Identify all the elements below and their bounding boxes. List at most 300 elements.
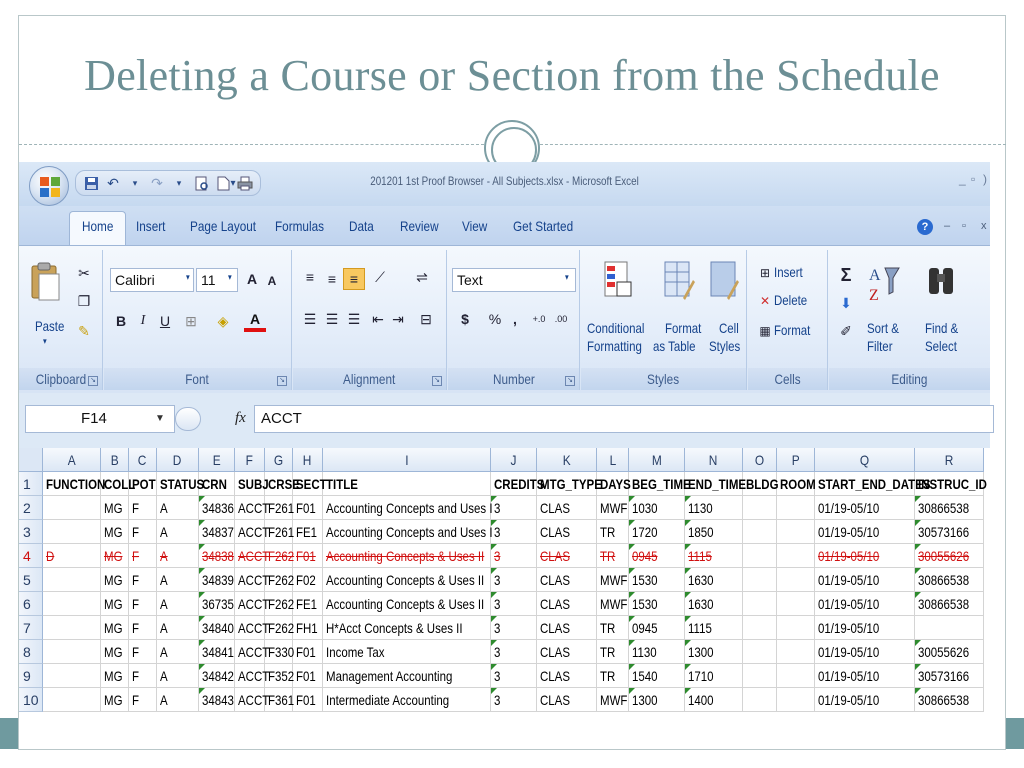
cell[interactable] bbox=[43, 520, 101, 544]
cell[interactable]: F01 bbox=[293, 496, 323, 520]
italic-button[interactable]: I bbox=[140, 313, 146, 328]
cell[interactable]: F262 bbox=[265, 616, 293, 640]
increase-indent-icon[interactable]: ⇥ bbox=[392, 310, 404, 327]
cell[interactable] bbox=[743, 664, 777, 688]
cell[interactable]: TR bbox=[597, 664, 629, 688]
cell[interactable]: A bbox=[157, 616, 199, 640]
cell[interactable]: A bbox=[157, 664, 199, 688]
cell[interactable]: 1630 bbox=[685, 568, 743, 592]
cell[interactable]: F262 bbox=[265, 592, 293, 616]
cell[interactable]: 3 bbox=[491, 520, 537, 544]
cell[interactable]: 1530 bbox=[629, 592, 685, 616]
cell[interactable] bbox=[777, 520, 815, 544]
tab-formulas[interactable]: Formulas bbox=[275, 218, 325, 234]
cell[interactable]: 01/19-05/10 bbox=[815, 592, 915, 616]
row-header[interactable]: 9 bbox=[19, 664, 43, 688]
cell[interactable] bbox=[43, 664, 101, 688]
cell[interactable] bbox=[743, 568, 777, 592]
column-header-17[interactable]: Q bbox=[815, 448, 915, 472]
cell[interactable]: A bbox=[157, 496, 199, 520]
align-bottom-icon[interactable]: ≡ bbox=[343, 268, 365, 290]
cell[interactable]: F bbox=[129, 688, 157, 712]
cell[interactable]: A bbox=[157, 688, 199, 712]
cell[interactable]: F bbox=[129, 616, 157, 640]
header-cell[interactable]: TITLE bbox=[323, 472, 491, 496]
row-header[interactable]: 3 bbox=[19, 520, 43, 544]
cell[interactable]: Accounting Concepts & Uses II bbox=[323, 568, 491, 592]
cell[interactable]: 3 bbox=[491, 688, 537, 712]
cell[interactable]: F261 bbox=[265, 496, 293, 520]
cell[interactable]: FE1 bbox=[293, 592, 323, 616]
cell[interactable]: MG bbox=[101, 496, 129, 520]
find-select-label-1[interactable]: Find & bbox=[925, 320, 959, 336]
tab-view[interactable]: View bbox=[462, 218, 488, 234]
header-cell[interactable]: BEG_TIME bbox=[629, 472, 685, 496]
column-header-7[interactable]: G bbox=[265, 448, 293, 472]
align-center-icon[interactable]: ☰ bbox=[325, 310, 339, 327]
cell[interactable]: CLAS bbox=[537, 640, 597, 664]
column-header-9[interactable]: I bbox=[323, 448, 491, 472]
cell[interactable]: 0945 bbox=[629, 616, 685, 640]
row-header[interactable]: 2 bbox=[19, 496, 43, 520]
cell[interactable]: F352 bbox=[265, 664, 293, 688]
sort-filter-label-2[interactable]: Filter bbox=[867, 338, 893, 354]
cell[interactable]: 01/19-05/10 bbox=[815, 568, 915, 592]
cell[interactable]: 30573166 bbox=[915, 520, 984, 544]
font-launcher-icon[interactable]: ↘ bbox=[277, 376, 287, 386]
close-icon[interactable]: ) bbox=[983, 172, 987, 186]
cell[interactable]: MWF bbox=[597, 592, 629, 616]
merge-center-icon[interactable]: ⊟ bbox=[420, 310, 432, 327]
align-top-icon[interactable]: ≡ bbox=[305, 269, 315, 285]
column-header-12[interactable]: L bbox=[597, 448, 629, 472]
restore-icon[interactable]: ▫ bbox=[971, 172, 976, 186]
cell[interactable]: 34843 bbox=[199, 688, 235, 712]
cell[interactable]: 01/19-05/10 bbox=[815, 664, 915, 688]
cell[interactable]: ACCT bbox=[235, 568, 265, 592]
cell[interactable] bbox=[743, 496, 777, 520]
wrap-text-icon[interactable]: ⇌ bbox=[416, 268, 428, 285]
header-cell[interactable]: ROOM bbox=[777, 472, 815, 496]
cell[interactable] bbox=[743, 616, 777, 640]
save-icon[interactable] bbox=[82, 174, 100, 192]
font-family-dropdown-icon[interactable]: ▾ bbox=[186, 272, 190, 282]
align-left-icon[interactable]: ☰ bbox=[303, 310, 317, 327]
customize-qat-icon[interactable]: ▾ bbox=[230, 177, 236, 189]
column-header-2[interactable]: B bbox=[101, 448, 129, 472]
insert-cells-icon[interactable]: ⊞ bbox=[759, 266, 771, 280]
font-size-dropdown-icon[interactable]: ▾ bbox=[228, 272, 232, 282]
cell[interactable]: Accounting Concepts & Uses II bbox=[323, 544, 491, 568]
cell[interactable]: FE1 bbox=[293, 520, 323, 544]
cell[interactable]: MWF bbox=[597, 688, 629, 712]
header-cell[interactable]: END_TIME bbox=[685, 472, 743, 496]
tab-get-started[interactable]: Get Started bbox=[513, 218, 574, 234]
redo-icon[interactable]: ↷ bbox=[151, 174, 163, 191]
cell[interactable]: 1400 bbox=[685, 688, 743, 712]
insert-function-button[interactable]: fx bbox=[235, 410, 246, 426]
cell[interactable]: 01/19-05/10 bbox=[815, 688, 915, 712]
format-cells-icon[interactable]: ▦ bbox=[759, 324, 771, 338]
font-family-select[interactable]: Calibri bbox=[110, 268, 194, 292]
cell[interactable]: 1130 bbox=[685, 496, 743, 520]
cell[interactable] bbox=[43, 568, 101, 592]
cell[interactable]: CLAS bbox=[537, 520, 597, 544]
column-header-10[interactable]: J bbox=[491, 448, 537, 472]
format-as-table-label-2[interactable]: as Table bbox=[653, 338, 696, 354]
cell[interactable]: ACCT bbox=[235, 544, 265, 568]
cell[interactable]: TR bbox=[597, 544, 629, 568]
cell[interactable]: F bbox=[129, 496, 157, 520]
cell[interactable] bbox=[915, 616, 984, 640]
number-format-select[interactable]: Text bbox=[452, 268, 576, 292]
column-header-15[interactable]: O bbox=[743, 448, 777, 472]
column-header-1[interactable]: A bbox=[43, 448, 101, 472]
cell[interactable]: Accounting Concepts & Uses II bbox=[323, 592, 491, 616]
header-cell[interactable]: MTG_TYPE bbox=[537, 472, 597, 496]
cell[interactable]: 30866538 bbox=[915, 688, 984, 712]
cell[interactable]: FH1 bbox=[293, 616, 323, 640]
cell[interactable] bbox=[777, 664, 815, 688]
alignment-launcher-icon[interactable]: ↘ bbox=[432, 376, 442, 386]
column-header-8[interactable]: H bbox=[293, 448, 323, 472]
cell[interactable]: ACCT bbox=[235, 496, 265, 520]
header-cell[interactable]: CRN bbox=[199, 472, 235, 496]
cell[interactable]: 34839 bbox=[199, 568, 235, 592]
print-preview-icon[interactable] bbox=[192, 174, 210, 192]
cell[interactable]: 1630 bbox=[685, 592, 743, 616]
cell[interactable] bbox=[43, 496, 101, 520]
cell[interactable] bbox=[777, 616, 815, 640]
cell[interactable]: F262 bbox=[265, 568, 293, 592]
paste-label[interactable]: Paste bbox=[35, 318, 65, 334]
cell[interactable] bbox=[743, 520, 777, 544]
cell[interactable]: F262 bbox=[265, 544, 293, 568]
cell[interactable] bbox=[777, 640, 815, 664]
decrease-decimal-icon[interactable]: .00 bbox=[554, 314, 568, 324]
autosum-button[interactable]: Σ bbox=[840, 264, 852, 285]
cell[interactable] bbox=[43, 616, 101, 640]
cell[interactable]: MG bbox=[101, 616, 129, 640]
cell[interactable]: 1130 bbox=[629, 640, 685, 664]
cell[interactable]: 1540 bbox=[629, 664, 685, 688]
format-as-table-label-1[interactable]: Format bbox=[665, 320, 702, 336]
grow-font-button[interactable]: A bbox=[246, 271, 258, 287]
cell[interactable]: 34840 bbox=[199, 616, 235, 640]
cell[interactable]: F02 bbox=[293, 568, 323, 592]
cell[interactable]: 3 bbox=[491, 616, 537, 640]
cell[interactable]: 1710 bbox=[685, 664, 743, 688]
cell[interactable] bbox=[43, 592, 101, 616]
find-select-label-2[interactable]: Select bbox=[925, 338, 957, 354]
cell[interactable]: 30866538 bbox=[915, 568, 984, 592]
cell[interactable]: ACCT bbox=[235, 688, 265, 712]
tab-home[interactable]: Home bbox=[82, 218, 114, 234]
column-header-11[interactable]: K bbox=[537, 448, 597, 472]
tab-insert[interactable]: Insert bbox=[136, 218, 166, 234]
cell[interactable]: H*Acct Concepts & Uses II bbox=[323, 616, 491, 640]
orientation-icon[interactable]: ⟋ bbox=[375, 268, 385, 285]
cell[interactable]: F bbox=[129, 520, 157, 544]
currency-button[interactable]: $ bbox=[461, 311, 469, 327]
cell[interactable]: D bbox=[43, 544, 101, 568]
delete-cells-icon[interactable]: ✕ bbox=[759, 294, 771, 308]
cell[interactable]: CLAS bbox=[537, 568, 597, 592]
conditional-formatting-icon[interactable] bbox=[603, 260, 639, 304]
font-size-select[interactable]: 11 bbox=[196, 268, 238, 292]
cell[interactable]: 1115 bbox=[685, 544, 743, 568]
binoculars-icon[interactable] bbox=[925, 262, 961, 306]
cell[interactable]: Income Tax bbox=[323, 640, 491, 664]
cell[interactable]: 3 bbox=[491, 640, 537, 664]
cell[interactable]: CLAS bbox=[537, 592, 597, 616]
cell[interactable]: MG bbox=[101, 640, 129, 664]
cell[interactable]: TR bbox=[597, 520, 629, 544]
cell[interactable]: 34842 bbox=[199, 664, 235, 688]
ribbon-close-icon[interactable]: x bbox=[981, 220, 987, 232]
cell[interactable] bbox=[777, 496, 815, 520]
header-cell[interactable]: DAYS bbox=[597, 472, 629, 496]
cell[interactable]: 3 bbox=[491, 568, 537, 592]
format-painter-icon[interactable]: ✎ bbox=[78, 322, 90, 339]
cell[interactable]: 01/19-05/10 bbox=[815, 520, 915, 544]
conditional-formatting-label-1[interactable]: Conditional bbox=[587, 320, 645, 336]
header-cell[interactable]: INSTRUC_ID bbox=[915, 472, 984, 496]
cell-styles-label-1[interactable]: Cell bbox=[719, 320, 739, 336]
cell[interactable]: MG bbox=[101, 544, 129, 568]
cell[interactable]: 3 bbox=[491, 664, 537, 688]
formula-input[interactable]: ACCT bbox=[254, 405, 994, 433]
header-cell[interactable]: CRSE bbox=[265, 472, 293, 496]
cell[interactable]: F01 bbox=[293, 544, 323, 568]
number-format-dropdown-icon[interactable]: ▾ bbox=[565, 272, 569, 282]
tab-data[interactable]: Data bbox=[349, 218, 374, 234]
cell[interactable]: 30055626 bbox=[915, 640, 984, 664]
cell-styles-label-2[interactable]: Styles bbox=[709, 338, 741, 354]
copy-icon[interactable]: ❐ bbox=[77, 292, 91, 309]
cell[interactable]: A bbox=[157, 520, 199, 544]
align-middle-icon[interactable]: ≡ bbox=[327, 271, 337, 287]
cell[interactable]: MG bbox=[101, 688, 129, 712]
paste-dropdown-icon[interactable]: ▾ bbox=[43, 336, 47, 346]
cell[interactable]: F bbox=[129, 592, 157, 616]
bold-button[interactable]: B bbox=[115, 313, 127, 329]
cell[interactable]: 01/19-05/10 bbox=[815, 640, 915, 664]
office-button[interactable] bbox=[29, 166, 69, 206]
cell[interactable] bbox=[743, 640, 777, 664]
cell[interactable]: 34838 bbox=[199, 544, 235, 568]
cell[interactable]: CLAS bbox=[537, 616, 597, 640]
header-cell[interactable]: CREDITS bbox=[491, 472, 537, 496]
name-box[interactable]: F14 bbox=[25, 405, 175, 433]
cell[interactable]: 0945 bbox=[629, 544, 685, 568]
fill-icon[interactable]: ⬇ bbox=[840, 294, 852, 311]
name-box-dropdown-icon[interactable]: ▼ bbox=[155, 413, 165, 424]
cell[interactable]: 34836 bbox=[199, 496, 235, 520]
cell[interactable]: F bbox=[129, 544, 157, 568]
cell[interactable]: ACCT bbox=[235, 592, 265, 616]
cell[interactable]: F bbox=[129, 664, 157, 688]
cell[interactable]: 30866538 bbox=[915, 592, 984, 616]
cell[interactable]: 1850 bbox=[685, 520, 743, 544]
clipboard-launcher-icon[interactable]: ↘ bbox=[88, 376, 98, 386]
cell[interactable]: 01/19-05/10 bbox=[815, 496, 915, 520]
cell[interactable]: 34841 bbox=[199, 640, 235, 664]
spreadsheet-grid[interactable] bbox=[19, 448, 990, 748]
cell[interactable] bbox=[777, 568, 815, 592]
cell[interactable]: F330 bbox=[265, 640, 293, 664]
paste-icon[interactable] bbox=[29, 260, 65, 304]
ribbon-minimize-icon[interactable]: – bbox=[944, 220, 951, 232]
cell[interactable]: A bbox=[157, 640, 199, 664]
cell[interactable]: Management Accounting bbox=[323, 664, 491, 688]
cell[interactable]: MG bbox=[101, 592, 129, 616]
cell[interactable]: A bbox=[157, 592, 199, 616]
decrease-indent-icon[interactable]: ⇤ bbox=[372, 310, 384, 327]
cell[interactable]: MWF bbox=[597, 568, 629, 592]
column-header-14[interactable]: N bbox=[685, 448, 743, 472]
cell[interactable]: MG bbox=[101, 568, 129, 592]
cell[interactable]: F261 bbox=[265, 520, 293, 544]
formula-expand-icon[interactable] bbox=[175, 407, 201, 431]
column-header-6[interactable]: F bbox=[235, 448, 265, 472]
cell[interactable]: 1030 bbox=[629, 496, 685, 520]
header-cell[interactable]: BLDG bbox=[743, 472, 777, 496]
cell[interactable]: MG bbox=[101, 520, 129, 544]
cell[interactable] bbox=[777, 688, 815, 712]
tab-review[interactable]: Review bbox=[400, 218, 439, 234]
cell[interactable]: CLAS bbox=[537, 664, 597, 688]
cell[interactable] bbox=[777, 592, 815, 616]
header-cell[interactable]: STATUS bbox=[157, 472, 199, 496]
cell[interactable]: ACCT bbox=[235, 616, 265, 640]
font-color-button[interactable]: A bbox=[244, 310, 266, 332]
number-launcher-icon[interactable]: ↘ bbox=[565, 376, 575, 386]
fill-color-icon[interactable]: ◈ bbox=[217, 312, 229, 329]
select-all-corner[interactable] bbox=[19, 448, 43, 472]
header-cell[interactable]: COLL bbox=[101, 472, 129, 496]
percent-button[interactable]: % bbox=[488, 311, 502, 327]
increase-decimal-icon[interactable]: +.0 bbox=[532, 314, 546, 324]
row-header[interactable]: 7 bbox=[19, 616, 43, 640]
cell[interactable]: Accounting Concepts and Uses I bbox=[323, 496, 491, 520]
borders-icon[interactable]: ⊞ bbox=[185, 312, 197, 329]
cell[interactable]: 1300 bbox=[685, 640, 743, 664]
header-cell[interactable]: START_END_DATES bbox=[815, 472, 915, 496]
shrink-font-button[interactable]: A bbox=[267, 274, 277, 288]
cell[interactable]: 3 bbox=[491, 592, 537, 616]
cell[interactable]: A bbox=[157, 568, 199, 592]
header-cell[interactable]: SUBJ bbox=[235, 472, 265, 496]
column-header-4[interactable]: D bbox=[157, 448, 199, 472]
row-header[interactable]: 10 bbox=[19, 688, 43, 712]
cell[interactable]: 1530 bbox=[629, 568, 685, 592]
cell[interactable]: 01/19-05/10 bbox=[815, 616, 915, 640]
tab-page-layout[interactable]: Page Layout bbox=[190, 218, 257, 234]
cell[interactable]: F bbox=[129, 568, 157, 592]
format-cells-label[interactable]: Format bbox=[774, 322, 811, 338]
format-as-table-icon[interactable] bbox=[663, 260, 699, 304]
cell[interactable]: 3 bbox=[491, 544, 537, 568]
column-header-13[interactable]: M bbox=[629, 448, 685, 472]
cell-styles-icon[interactable] bbox=[709, 260, 745, 304]
cell[interactable]: MWF bbox=[597, 496, 629, 520]
cell[interactable] bbox=[743, 544, 777, 568]
row-header[interactable]: 6 bbox=[19, 592, 43, 616]
column-header-16[interactable]: P bbox=[777, 448, 815, 472]
column-header-5[interactable]: E bbox=[199, 448, 235, 472]
column-header-18[interactable]: R bbox=[915, 448, 984, 472]
minimize-icon[interactable]: _ bbox=[959, 172, 966, 186]
dropdown-icon[interactable]: ▾ bbox=[176, 177, 182, 188]
row-header[interactable] bbox=[19, 472, 43, 496]
cell[interactable]: ACCT bbox=[235, 640, 265, 664]
cell[interactable] bbox=[743, 592, 777, 616]
cell[interactable] bbox=[743, 688, 777, 712]
dropdown-icon[interactable]: ▾ bbox=[132, 177, 138, 188]
cell[interactable]: 1115 bbox=[685, 616, 743, 640]
sort-filter-label-1[interactable]: Sort & bbox=[867, 320, 899, 336]
comma-button[interactable]: , bbox=[513, 311, 517, 327]
cell[interactable]: 30866538 bbox=[915, 496, 984, 520]
cell[interactable]: 01/19-05/10 bbox=[815, 544, 915, 568]
cell[interactable]: TR bbox=[597, 640, 629, 664]
sort-filter-icon[interactable] bbox=[867, 262, 903, 306]
cell[interactable]: Accounting Concepts and Uses I bbox=[323, 520, 491, 544]
cell[interactable]: 30055626 bbox=[915, 544, 984, 568]
cell[interactable]: ACCT bbox=[235, 664, 265, 688]
header-cell[interactable]: FUNCTION bbox=[43, 472, 101, 496]
cell[interactable]: CLAS bbox=[537, 688, 597, 712]
cell[interactable] bbox=[777, 544, 815, 568]
insert-cells-label[interactable]: Insert bbox=[774, 264, 803, 280]
align-right-icon[interactable]: ☰ bbox=[347, 310, 361, 327]
cell[interactable]: F bbox=[129, 640, 157, 664]
underline-button[interactable]: U bbox=[159, 313, 171, 329]
row-header[interactable]: 4 bbox=[19, 544, 43, 568]
undo-icon[interactable]: ↶ bbox=[107, 174, 119, 191]
cell[interactable]: ACCT bbox=[235, 520, 265, 544]
cell[interactable] bbox=[43, 640, 101, 664]
cell[interactable]: A bbox=[157, 544, 199, 568]
header-cell[interactable]: POT bbox=[129, 472, 157, 496]
cell[interactable]: 1300 bbox=[629, 688, 685, 712]
cell[interactable]: F361 bbox=[265, 688, 293, 712]
cell[interactable]: Intermediate Accounting bbox=[323, 688, 491, 712]
cell[interactable]: MG bbox=[101, 664, 129, 688]
cell[interactable]: F01 bbox=[293, 640, 323, 664]
cell[interactable]: TR bbox=[597, 616, 629, 640]
header-cell[interactable]: SECT bbox=[293, 472, 323, 496]
cell[interactable]: F01 bbox=[293, 688, 323, 712]
cell[interactable]: F01 bbox=[293, 664, 323, 688]
row-header[interactable]: 8 bbox=[19, 640, 43, 664]
row-header[interactable]: 5 bbox=[19, 568, 43, 592]
cell[interactable] bbox=[43, 688, 101, 712]
cell[interactable]: 3 bbox=[491, 496, 537, 520]
ribbon-restore-icon[interactable]: ▫ bbox=[962, 220, 966, 232]
cell[interactable]: CLAS bbox=[537, 496, 597, 520]
column-header-3[interactable]: C bbox=[129, 448, 157, 472]
cell[interactable]: 36735 bbox=[199, 592, 235, 616]
cell[interactable]: CLAS bbox=[537, 544, 597, 568]
cut-icon[interactable]: ✂ bbox=[78, 264, 90, 281]
conditional-formatting-label-2[interactable]: Formatting bbox=[587, 338, 642, 354]
cell[interactable]: 30573166 bbox=[915, 664, 984, 688]
cell[interactable]: 34837 bbox=[199, 520, 235, 544]
delete-cells-label[interactable]: Delete bbox=[774, 292, 808, 308]
help-icon[interactable]: ? bbox=[917, 219, 933, 235]
